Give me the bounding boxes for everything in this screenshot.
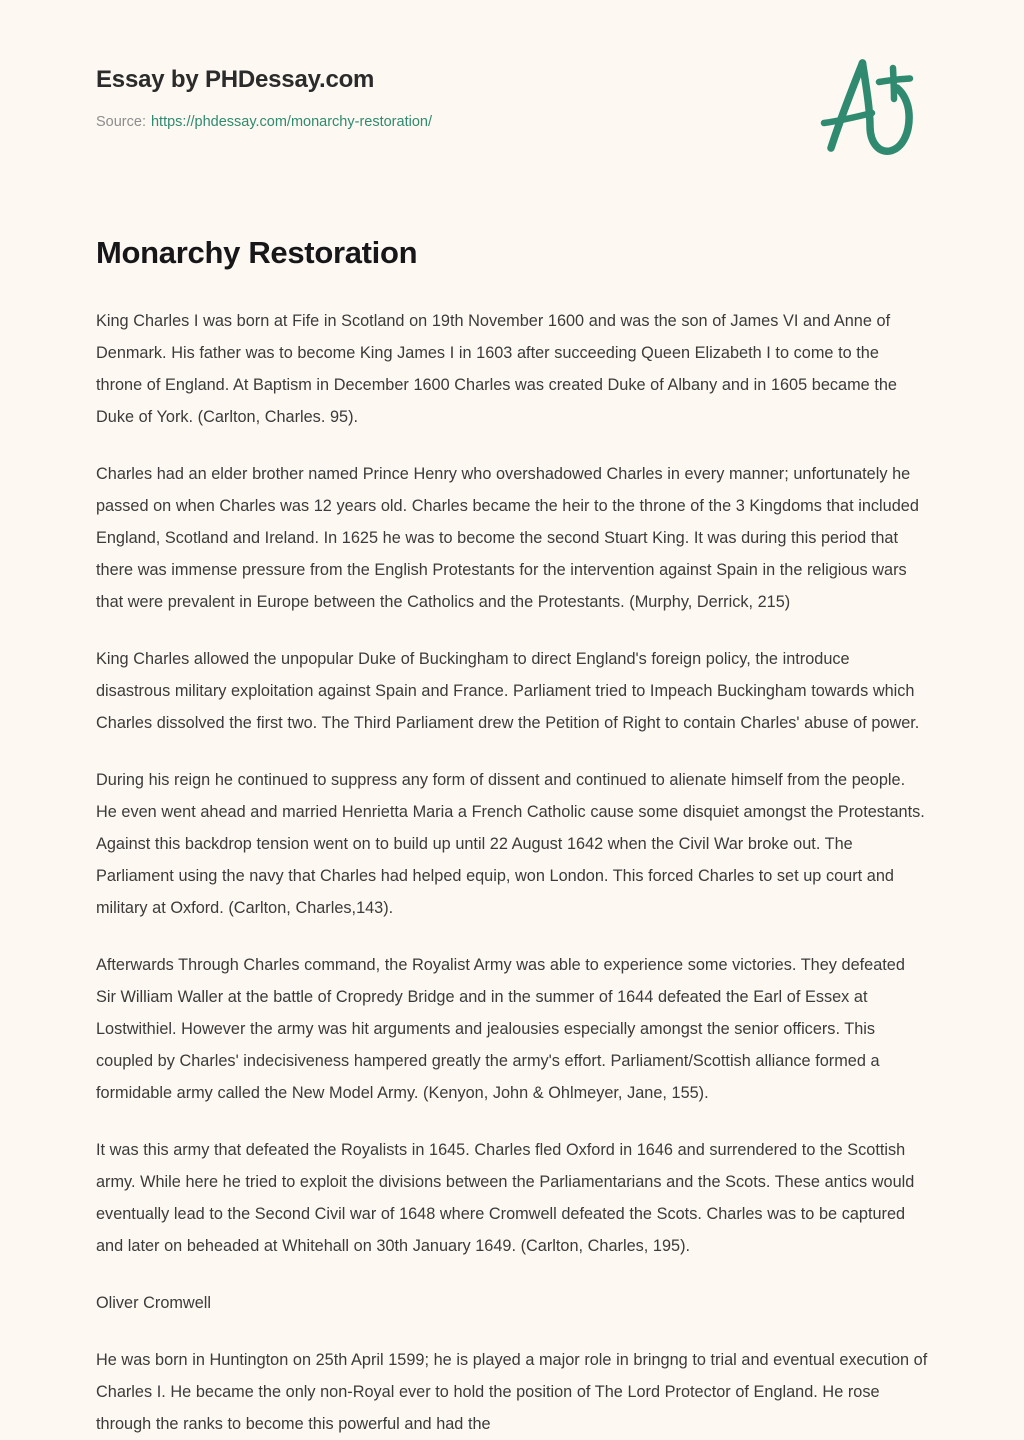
source-url-link[interactable]: https://phdessay.com/monarchy-restoration/ — [150, 113, 432, 130]
paragraph: It was this army that defeated the Royalists in 1645. Charles fled Oxford in 1646 and surrendered to the Scottish army. While here he tried to exploit the divisions between the Parliamentarians and the Scots. These antics would eventually lead to the Second Civil war of 1648 where Cromwell defeated the Scots. Charles was to be captured and later on beheaded at Whitehall on 30th January 1649. (Carlton, Charles, 195). — [96, 1140, 915, 1255]
paragraph: Afterwards Through Charles command, the Royalist Army was able to experience some victories. They defeated Sir William Waller at the battle of Cropredy Bridge and in the summer of 1644 defeated the Earl of Essex at Lostwithiel. However the army was hit arguments and jealousies especially amongst the senior officers. This coupled by Charles' indecisiveness hampered greatly the army's effort. Parliament/Scottish alliance formed a formidable army called the New Model Army. (Kenyon, John & Ohlmeyer, Jane, 155). — [96, 955, 905, 1102]
section-heading-oliver-cromwell: Oliver Cromwell — [96, 1293, 211, 1312]
essay-body — [96, 273, 928, 1440]
brand-title: Essay by PHDessay.com — [96, 66, 375, 93]
paragraph: King Charles allowed the unpopular Duke of Buckingham to direct England's foreign policy, the introduce disastrous military exploitation against Spain and France. Parliament tried to Impeach Buckingham towards which Charles dissolved the first two. The Third Parliament drew the Petition of Right to contain Charles' abuse of power. — [96, 649, 920, 732]
source-label: Source: — [96, 113, 146, 130]
paragraph: King Charles I was born at Fife in Scotland on 19th November 1600 and was the son of James VI and Anne of Denmark. His father was to become King James I in 1603 after succeeding Queen Elizabeth I to come to the throne of England. At Baptism in December 1600 Charles was created Duke of Albany and in 1605 became the Duke of York. (Carlton, Charles. 95). — [96, 311, 897, 426]
paragraph: Charles had an elder brother named Prince Henry who overshadowed Charles in every manner; unfortunately he passed on when Charles was 12 years old. Charles became the heir to the throne of the 3 Kingdoms that included England, Scotland and Ireland. In 1625 he was to become the second Stuart King. It was during this period that there was immense pressure from the English Protestants for the intervention against Spain in the religious wars that were prevalent in Europe between the Catholics and the Protestants. (Murphy, Derrick, 215) — [96, 464, 919, 611]
paragraph: He was born in Huntington on 25th April 1599; he is played a major role in bringng to trial and eventual execution of Charles I. He became the only non-Royal ever to hold the position of The Lord Protector of England. He rose through the ranks to become this powerful and had the — [96, 1350, 928, 1433]
a-plus-logo[interactable] — [800, 52, 928, 162]
a-plus-handwritten-icon — [800, 52, 928, 162]
paragraph: During his reign he continued to suppress any form of dissent and continued to alienate himself from the people. He even went ahead and married Henrietta Maria a French Catholic cause some disquiet amongst the Protestants. Against this backdrop tension went on to build up until 22 August 1642 when the Civil War broke out. The Parliament using the navy that Charles had helped equip, won London. This forced Charles to set up court and military at Oxford. (Carlton, Charles,143). — [96, 770, 925, 917]
site-header — [96, 0, 928, 176]
page-title: Monarchy Restoration — [96, 235, 418, 270]
